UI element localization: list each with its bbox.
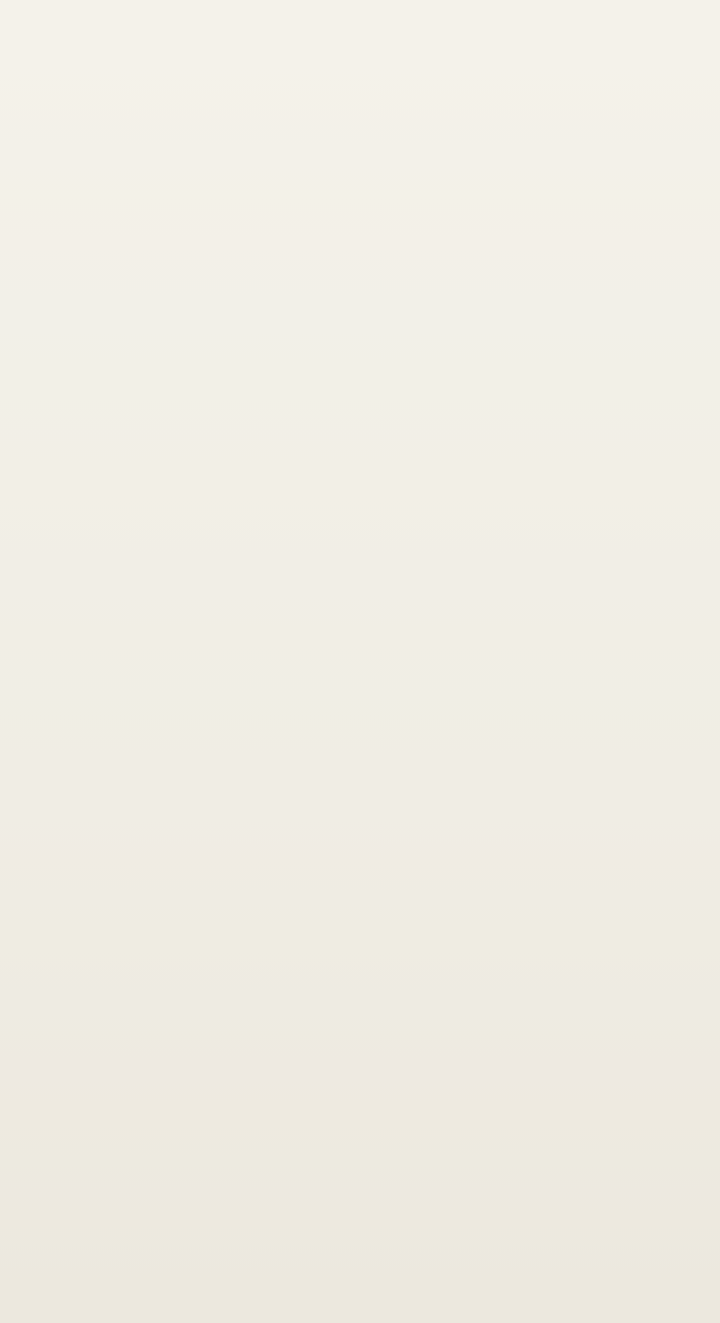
document-body bbox=[100, 62, 710, 118]
appendix-heading bbox=[100, 74, 710, 98]
